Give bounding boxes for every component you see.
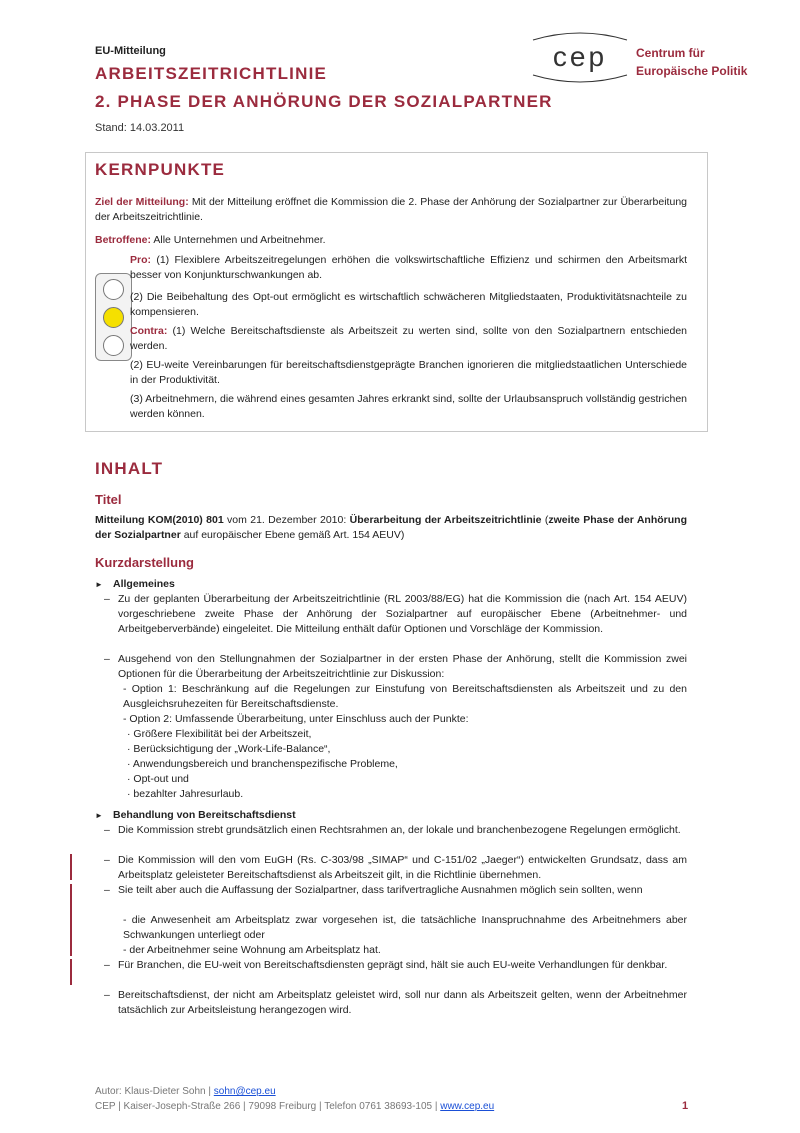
section-standby [95,808,296,823]
footer-author-line [95,1084,494,1099]
traffic-light-bottom [103,335,124,356]
key-points-heading: KERNPUNKTE [95,160,226,179]
traffic-light-icon [95,273,132,361]
traffic-light-middle [103,307,124,328]
document-title-line2: 2. PHASE DER ANHÖRUNG DER SOZIALPARTNER [95,92,553,111]
document-date: Stand: 14.03.2011 [95,122,185,134]
footer-address: CEP | Kaiser-Joseph-Straße 266 | 79098 Freiburg | Telefon 0761 38693-105 | [95,1101,441,1112]
standby-condition-2: - der Arbeitnehmer seine Wohnung am Arbeitsplatz hat. [123,944,381,956]
website-link[interactable]: www.cep.eu [440,1101,495,1112]
title-legal-basis: auf europäischer Ebene gemäß Art. 154 AEUV) [180,529,405,541]
title-subject: Überarbeitung der Arbeitszeitrichtlinie [349,514,542,526]
pro-1-text: (1) Flexiblere Arbeitszeitregelungen erhöhen die volkswirtschaftliche Effizienz und schirmen den Arbeitsmarkt besser von Konjunkturschwankungen ab. [130,254,687,281]
summary-subheading: Kurzdarstellung [95,555,194,570]
footer-address-line [95,1099,494,1114]
org-name-line1: Centrum für [636,46,705,60]
option-2: - Option 2: Umfassende Überarbeitung, unter Einschluss auch der Punkte: [123,713,469,725]
dash-icon: – [104,959,110,971]
standby-item-4 [104,958,687,973]
general-item-2-text: Ausgehend von den Stellungnahmen der Sozialpartner in der ersten Phase der Anhörung, stellt die Kommission zwei Optionen für die Überarbeitung der Arbeitszeitrichtlinie zur Diskussion: [118,653,687,680]
contra-3: (3) Arbeitnehmern, die während eines gesamten Jahres erkrankt sind, sollte der Urlaubsanspruch vollständig gestrichen werden können. [130,393,687,420]
standby-item-3-text: Sie teilt aber auch die Auffassung der Sozialpartner, dass tarifvertragliche Ausnahmen möglich sein sollten, wenn [118,884,643,896]
traffic-light-top [103,279,124,300]
section-general [95,577,175,592]
dash-icon: – [104,653,110,665]
change-marker-bar [70,854,72,880]
document-type-label: EU-Mitteilung [95,45,166,57]
affected-label: Betroffene: [95,234,152,246]
title-text [95,513,687,543]
content-heading: INHALT [95,459,164,478]
option-2-point-1: · Größere Flexibilität bei der Arbeitszeit, [127,728,312,740]
affected-text: Alle Unternehmen und Arbeitnehmer. [151,234,326,246]
section-general-heading: Allgemeines [113,578,175,590]
dash-icon: – [104,824,110,836]
contra-1-text: (1) Welche Bereitschaftsdienste als Arbeitszeit zu werten sind, sollte von den Sozialpartnern entschieden werden. [130,325,687,352]
page-number: 1 [682,1100,689,1112]
section-standby-heading: Behandlung von Bereitschaftsdienst [113,809,296,821]
option-2-point-5: · bezahlter Jahresurlaub. [127,788,244,800]
general-item-1 [104,592,687,637]
standby-item-2-text: Die Kommission will den vom EuGH (Rs. C-303/98 „SIMAP“ und C-151/02 „Jaeger“) entwickelten Grundsatz, dass am Arbeitsplatz geleisteter Bereitschaftsdienst als Arbeitszeit gilt, in die Richtlinie übernehmen. [118,854,687,881]
contra-label: Contra: [130,325,168,337]
title-subheading: Titel [95,492,122,507]
option-2-point-4: · Opt-out und [127,773,189,785]
general-item-1-text: Zu der geplanten Überarbeitung der Arbeitszeitrichtlinie (RL 2003/88/EG) hat die Kommission die (nach Art. 154 AEUV) vorgeschriebene zweite Phase der Anhörung der Sozialpartner auf europäischer Ebene (Arbeitnehmer- und Arbeitgeberverbände) eingeleitet. Die Mitteilung enthält dafür Optionen und Vorschläge der Kommission. [118,593,687,635]
dash-icon: – [104,989,110,1001]
org-name-line2: Europäische Politik [636,64,748,78]
standby-item-4-text: Für Branchen, die EU-weit von Bereitschaftsdiensten geprägt sind, hält sie auch EU-weite Verhandlungen für denkbar. [118,959,668,971]
contra-2: (2) EU-weite Vereinbarungen für bereitschaftsdienstgeprägte Branchen ignorieren die mitgliedstaatlichen Unterschiede in der Produktivität. [130,359,687,386]
pro-1 [130,253,687,283]
title-doc-ref: Mitteilung KOM(2010) 801 [95,514,224,526]
page-footer [95,1084,494,1114]
standby-item-3 [104,883,687,898]
logo-text: cep [552,41,608,72]
dash-icon: – [104,593,110,605]
option-2-point-3: · Anwendungsbereich und branchenspezifische Probleme, [127,758,398,770]
affected-paragraph [95,233,687,248]
cep-logo [525,30,635,85]
title-paren: ( [541,514,549,526]
change-marker-bar [70,884,72,956]
aim-paragraph [95,195,687,225]
bullet-arrow-icon: ► [95,811,103,820]
pro-2: (2) Die Beibehaltung des Opt-out ermöglicht es wirtschaftlich schwächeren Mitgliedstaaten, Produktivitätsnachteile zu kompensieren. [130,291,687,318]
organization-name [636,44,747,80]
footer-author: Autor: Klaus-Dieter Sohn | [95,1086,214,1097]
standby-item-5 [104,988,687,1018]
standby-item-1-text: Die Kommission strebt grundsätzlich einen Rechtsrahmen an, der lokale und branchenbezogene Regelungen ermöglicht. [118,824,681,836]
bullet-arrow-icon: ► [95,580,103,589]
standby-condition-1: - die Anwesenheit am Arbeitsplatz zwar vorgesehen ist, die tatsächliche Inanspruchnahme des Arbeitnehmers aber Schwankungen unterliegt oder [123,914,687,941]
document-title-line1: ARBEITSZEITRICHTLINIE [95,64,328,83]
title-date: vom 21. Dezember 2010: [223,514,350,526]
standby-item-2 [104,853,687,883]
standby-item-5-text: Bereitschaftsdienst, der nicht am Arbeitsplatz geleistet wird, soll nur dann als Arbeitszeit gelten, wenn der Arbeitnehmer tatsächlich zur Arbeitsleistung herangezogen wird. [118,989,687,1016]
contra-1 [130,324,687,354]
option-1: - Option 1: Beschränkung auf die Regelungen zur Einstufung von Bereitschaftsdiensten als Arbeitszeit und zu den Ausgleichsruhezeiten für Bereitschaftsdienste. [123,683,687,710]
pro-label: Pro: [130,254,151,266]
aim-text: Mit der Mitteilung eröffnet die Kommission die 2. Phase der Anhörung der Sozialpartner zur Überarbeitung der Arbeitszeitrichtlinie. [95,196,687,223]
title-phase: zweite Phase der Anhörung der Sozialpartner [95,514,687,541]
aim-label: Ziel der Mitteilung: [95,196,189,208]
general-item-2 [104,652,687,682]
option-2-point-2: · Berücksichtigung der „Work-Life-Balance“, [127,743,331,755]
dash-icon: – [104,884,110,896]
change-marker-bar [70,959,72,985]
author-email-link[interactable]: sohn@cep.eu [213,1086,276,1097]
dash-icon: – [104,854,110,866]
standby-item-1 [104,823,687,838]
